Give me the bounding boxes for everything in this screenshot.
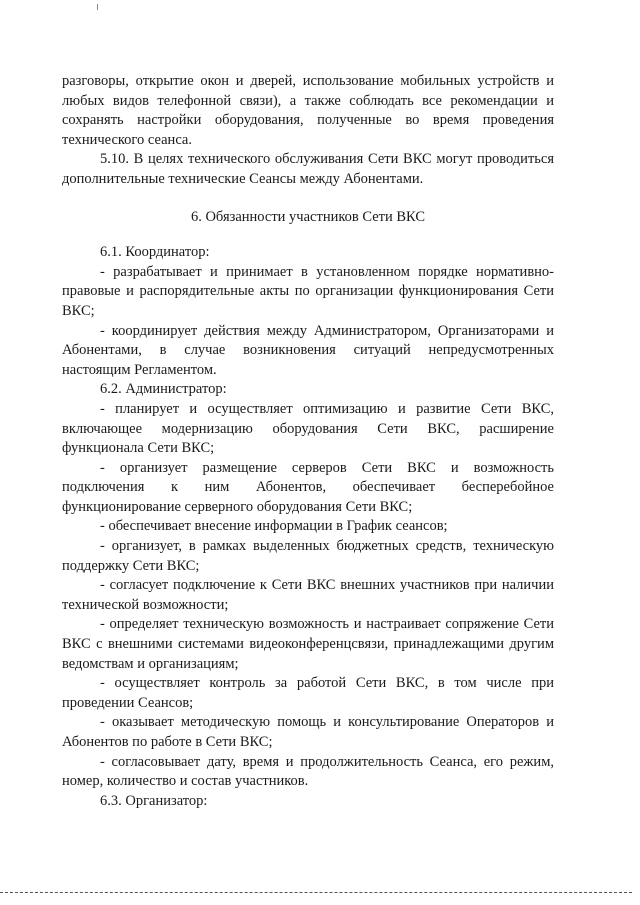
list-item: - разрабатывает и принимает в установленном порядке нормативно-правовые и распорядительные акты по организации функционирования Сети ВКС;	[62, 263, 554, 319]
list-item: - определяет техническую возможность и настраивает сопряжение Сети ВКС с внешними системами видеоконференцсвязи, принадлежащими другим ведомствам и организациям;	[62, 616, 554, 672]
scan-mark	[97, 4, 98, 10]
scan-edge-line	[0, 892, 632, 893]
section-heading: 6. Обязанности участников Сети ВКС	[190, 208, 426, 225]
paragraph-continuation: разговоры, открытие окон и дверей, использование мобильных устройств и любых видов телефонной связи), а также соблюдать все рекомендации и сохранять настройки оборудования, полученные во время проведения технического сеанса.	[62, 73, 554, 148]
list-item: - согласует подключение к Сети ВКС внешних участников при наличии технической возможности;	[62, 577, 554, 613]
paragraph-5-10: 5.10. В целях технического обслуживания Сети ВКС могут проводиться дополнительные технические Сеансы между Абонентами.	[62, 151, 554, 187]
list-item: - организует, в рамках выделенных бюджетных средств, техническую поддержку Сети ВКС;	[62, 538, 554, 574]
section-6-3-title: 6.3. Организатор:	[100, 792, 208, 809]
list-item: - осуществляет контроль за работой Сети ВКС, в том числе при проведении Сеансов;	[62, 675, 554, 711]
list-item: - согласовывает дату, время и продолжительность Сеанса, его режим, номер, количество и состав участников.	[62, 753, 554, 790]
section-6-2-title: 6.2. Администратор:	[100, 381, 227, 398]
list-item: - обеспечивает внесение информации в График сеансов;	[100, 518, 448, 535]
document-body	[62, 72, 554, 811]
section-6-1-title: 6.1. Координатор:	[100, 244, 210, 261]
list-item: - оказывает методическую помощь и консультирование Операторов и Абонентов по работе в Сети ВКС;	[62, 714, 554, 750]
list-item: - координирует действия между Администратором, Организаторами и Абонентами, в случае возникновения ситуаций непредусмотренных настоящим Регламентом.	[62, 322, 554, 378]
list-item: - планирует и осуществляет оптимизацию и развитие Сети ВКС, включающее модернизацию оборудования Сети ВКС, расширение функционала Сети ВКС;	[62, 400, 554, 457]
list-item: - организует размещение серверов Сети ВКС и возможность подключения к ним Абонентов, обеспечивает бесперебойное функционирование серверного оборудования Сети ВКС;	[62, 459, 554, 515]
